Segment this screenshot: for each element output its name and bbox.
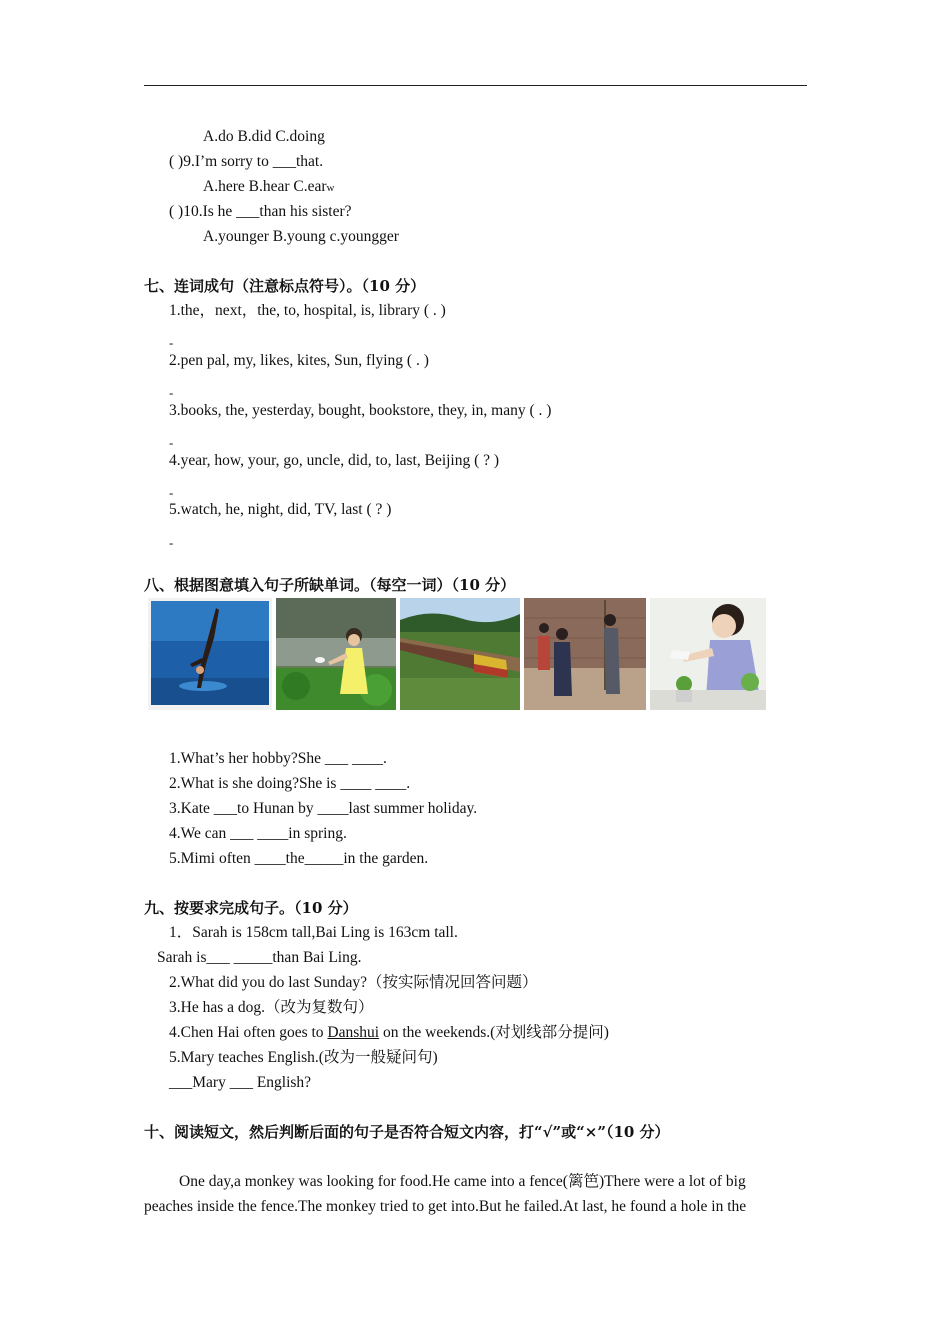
answer-dash: - bbox=[169, 385, 174, 400]
section8-item-2: 2.What is she doing?She is ____ ____. bbox=[169, 775, 411, 792]
section10-paragraph-line-1: One day,a monkey was looking for food.He came into a fence(篱笆)There were a lot of big bbox=[179, 1173, 746, 1190]
section9-item-1-answer: Sarah is___ _____than Bai Ling. bbox=[157, 949, 362, 966]
header-rule bbox=[144, 85, 807, 86]
answer-dash: - bbox=[169, 485, 174, 500]
section7-item-2: 2.pen pal, my, likes, kites, Sun, flying ( . ) bbox=[169, 352, 429, 369]
answer-dash: - bbox=[169, 435, 174, 450]
train-photo bbox=[400, 598, 520, 710]
section7-item-1: 1.the，next，the, to, hospital, is, library ( . ) bbox=[169, 302, 446, 319]
section8-item-3: 3.Kate ___to Hunan by ____last summer holiday. bbox=[169, 800, 478, 817]
girl-pigeon-photo bbox=[276, 598, 396, 710]
section7-item-3: 3.books, the, yesterday, bought, bookstore, they, in, many ( . ) bbox=[169, 402, 552, 419]
section7-item-4: 4.year, how, your, go, uncle, did, to, last, Beijing ( ? ) bbox=[169, 452, 500, 469]
q10-options: A.younger B.young c.youngger bbox=[203, 228, 399, 245]
section7-title: 七、连词成句（注意标点符号）。（10 分） bbox=[144, 277, 426, 295]
section8-item-5: 5.Mimi often ____the_____in the garden. bbox=[169, 850, 429, 867]
tree-planting-photo bbox=[524, 598, 646, 710]
section9-item-4: 4.Chen Hai often goes to Danshui on the weekends.(对划线部分提问) bbox=[169, 1024, 609, 1041]
watering-plants-photo bbox=[650, 598, 766, 710]
section9-item-1: 1．Sarah is 158cm tall,Bai Ling is 163cm tall. bbox=[169, 924, 458, 941]
q10-stem: ( )10.Is he ___than his sister? bbox=[169, 203, 352, 220]
diving-photo bbox=[148, 598, 272, 710]
answer-dash: - bbox=[169, 535, 174, 550]
section8-item-4: 4.We can ___ ____in spring. bbox=[169, 825, 347, 842]
section9-item-5-answer: ___Mary ___ English? bbox=[169, 1074, 312, 1091]
section7-item-5: 5.watch, he, night, did, TV, last ( ? ) bbox=[169, 501, 392, 518]
q9-options: A.here B.hear C.earw bbox=[203, 178, 335, 195]
section8-item-1: 1.What’s her hobby?She ___ ____. bbox=[169, 750, 387, 767]
q9-stem: ( )9.I’m sorry to ___that. bbox=[169, 153, 324, 170]
section9-item-2: 2.What did you do last Sunday?（按实际情况回答问题） bbox=[169, 974, 538, 991]
section10-title: 十、阅读短文，然后判断后面的句子是否符合短文内容，打“√”或“×”（10 分） bbox=[144, 1123, 670, 1141]
section8-title: 八、根据图意填入句子所缺单词。（每空一词）（10 分） bbox=[144, 576, 516, 594]
section10-paragraph-line-2: peaches inside the fence.The monkey tried to get into.But he failed.At last, he found a hole in the bbox=[144, 1198, 747, 1215]
section9-item-5: 5.Mary teaches English.(改为一般疑问句) bbox=[169, 1049, 438, 1066]
q8-options: A.do B.did C.doing bbox=[203, 128, 325, 145]
section9-title: 九、按要求完成句子。（10 分） bbox=[144, 899, 358, 917]
answer-dash: - bbox=[169, 335, 174, 350]
section9-item-3: 3.He has a dog.（改为复数句） bbox=[169, 999, 374, 1016]
